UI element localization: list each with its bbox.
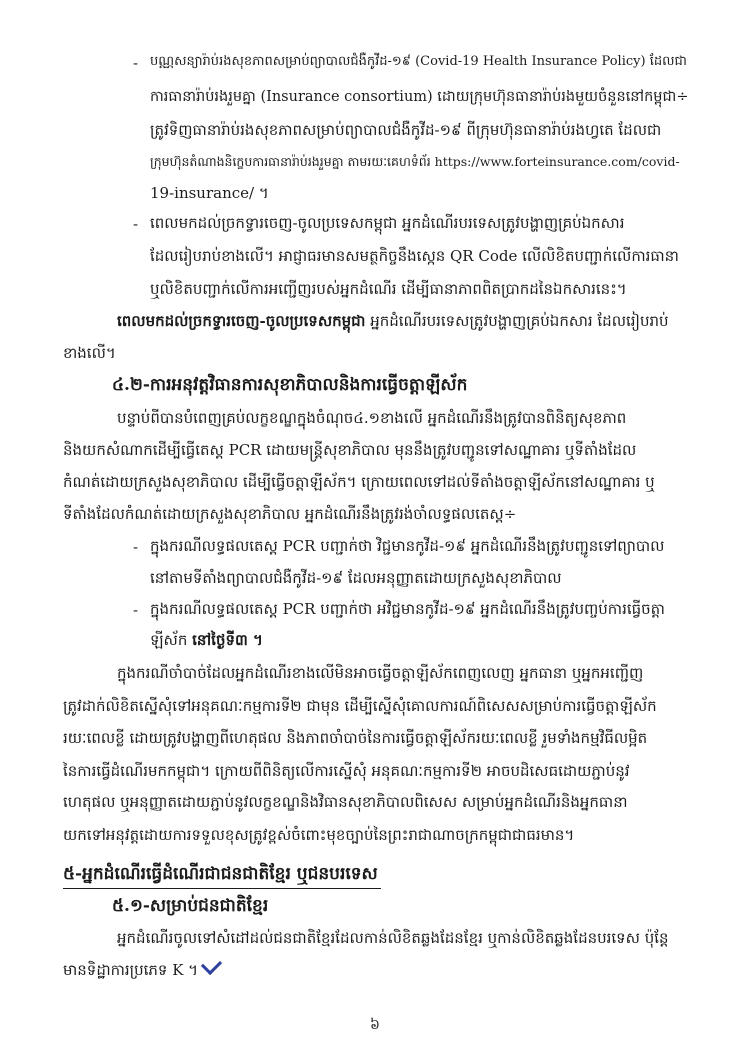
arrival-rest: អ្នកដំណើរបរទេសត្រូវបង្ហាញគ្រប់ឯកសារ ដែលរៀបរាប់ (365, 312, 669, 330)
exception-line-5: ហេតុផល ឬអនុញ្ញាតដោយភ្ជាប់នូវលក្ខខណ្ឌនិងវិធានសុខាភិបាលពិសេស សម្រាប់អ្នកដំណើរនិងអ្នកធានា (63, 793, 628, 811)
bullet-1-line-3: ត្រូវទិញធានារ៉ាប់រងសុខភាពសម្រាប់ព្យាបាលជំងឺកូវីដ-១៩ ពីក្រុមហ៊ុនធានារ៉ាប់រងហ្វតេ ដែលជា (150, 121, 662, 139)
para-5-1-line-2-text: មានទិដ្ឋាការប្រភេទ K ។ (63, 961, 199, 979)
para-4-2-line-2: និងយកសំណាកដើម្បីធ្វើតេស្ត PCR ដោយមន្ត្រីសុខាភិបាល មុននឹងត្រូវបញ្ជូនទៅសណ្ឋាគារ ឬទីតាំងដែល (63, 441, 637, 459)
section-heading-5-1: ៥.១-សម្រាប់ជនជាតិខ្មែរ (112, 896, 269, 916)
section-heading-4-2: ៤.២-ការអនុវត្តវិធានការសុខាភិបាលនិងការធ្វើចត្តាឡីស័ក (112, 375, 468, 395)
exception-line-6: យកទៅអនុវត្តដោយការទទួលខុសត្រូវខ្ពស់ចំពោះមុខច្បាប់នៃព្រះរាជាណាចក្រកម្ពុជាជាធរមាន។ (63, 826, 575, 844)
heading-5-underline (63, 888, 381, 889)
exception-line-4: នៃការធ្វើដំណើរមកកម្ពុជា។ ក្រោយពីពិនិត្យលើការស្នើសុំ អនុគណៈកម្មការទី២ អាចបដិសេធដោយភ្ជាប់នូវ (63, 762, 630, 780)
arrival-bold-phrase: ពេលមកដល់ច្រកទ្វារចេញ-ចូលប្រទេសកម្ពុជា (117, 312, 366, 330)
bullet-1-line-1: បណ្ណសន្យារ៉ាប់រងសុខភាពសម្រាប់ព្យាបាលជំងឺកូវីដ-១៩ (Covid-19 Health Insurance Policy) ដែលជា (150, 54, 687, 69)
exception-line-2: ត្រូវដាក់លិខិតស្នើសុំទៅអនុគណៈកម្មការទី២ ជាមុន ដើម្បីស្នើសុំគោលការណ៍ពិសេសសម្រាប់ការធ្វើចត្តាឡីស័ក (63, 697, 657, 715)
pcr-negative-line-1: ក្នុងករណីលទ្ធផលតេស្ត PCR បញ្ជាក់ថា អវិជ្ជមានកូវីដ-១៩ អ្នកដំណើរនឹងត្រូវបញ្ចប់ការធ្វើចត្តា (150, 600, 665, 618)
bullet-2-line-3: ឬលិខិតបញ្ជាក់លើការអញ្ជើញរបស់អ្នកដំណើរ ដើម្បីធានាភាពពិតប្រាកដនៃឯកសារនេះ។ (150, 280, 627, 298)
bullet-1-line-4: ក្រុមហ៊ុនតំណាងនិក្ខេបការធានារ៉ាប់រងរួមគ្នា តាមរយៈគេហទំព័រ https://www.forteinsurance.com/covid- (150, 154, 680, 169)
exception-line-3: រយៈពេលខ្លី ដោយត្រូវបង្ហាញពីហេតុផល និងភាពចាំបាច់នៃការធ្វើចត្តាឡីស័ករយៈពេលខ្លី រួមទាំងកម្មវិធីលម្អិត (63, 729, 648, 747)
pcr-positive-line-1: ក្នុងករណីលទ្ធផលតេស្ត PCR បញ្ជាក់ថា វិជ្ជមានកូវីដ-១៩ អ្នកដំណើរនឹងត្រូវបញ្ជូនទៅព្យាបាល (150, 537, 665, 555)
bullet-1-line-5: 19-insurance/ ។ (150, 184, 269, 202)
para-5-1-line-1: អ្នកដំណើរចូលទៅសំដៅដល់ជនជាតិខ្មែរដែលកាន់លិខិតឆ្លងដែនខ្មែរ ឬកាន់លិខិតឆ្លងដែនបរទេស ប៉ុន្តែ (117, 929, 669, 947)
para-4-2-line-4: ទីតាំងដែលកំណត់ដោយក្រសួងសុខាភិបាល អ្នកដំណើរនឹងត្រូវរង់ចាំលទ្ធផលតេស្ត÷ (63, 505, 517, 523)
para-5-1-line-2 (63, 961, 198, 979)
bullet-2-line-1: ពេលមកដល់ច្រកទ្វារចេញ-ចូលប្រទេសកម្ពុជា អ្នកដំណើរបរទេសត្រូវបង្ហាញគ្រប់ឯកសារ (150, 214, 625, 232)
pcr-negative-line-2 (150, 631, 263, 649)
arrival-paragraph-line-1 (117, 312, 669, 330)
para-4-2-line-3: កំណត់ដោយក្រសួងសុខាភិបាល ដើម្បីធ្វើចត្តាឡីស័ក។ ក្រោយពេលទៅដល់ទីតាំងចត្តាឡីស័កនៅសណ្ឋាគារ ឬ (63, 473, 655, 491)
pcr-positive-line-2: នៅតាមទីតាំងព្យាបាលជំងឺកូវីដ-១៩ ដែលអនុញ្ញាតដោយក្រសួងសុខាភិបាល (150, 569, 562, 587)
check-mark-icon (201, 954, 222, 975)
bullet-dash: - (133, 54, 139, 72)
bullet-2-line-2: ដែលរៀបរាប់ខាងលើ។ អាជ្ញាធរមានសមត្ថកិច្ចនឹងស្កេន QR Code លើលិខិតបញ្ជាក់លើការធានា (150, 247, 679, 265)
pcr-negative-word: ឡីស័ក (150, 631, 188, 649)
pcr-negative-day: នៅថ្ងៃទី៣ ។ (192, 631, 263, 649)
bullet-dash: - (133, 215, 139, 233)
exception-line-1: ក្នុងករណីចាំបាច់ដែលអ្នកដំណើរខាងលើមិនអាចធ្វើចត្តាឡីស័កពេញលេញ អ្នកធានា ឬអ្នកអញ្ជើញ (117, 664, 644, 682)
bullet-1-line-2: ការធានារ៉ាប់រងរួមគ្នា (Insurance consortium) ដោយក្រុមហ៊ុនធានារ៉ាប់រងមួយចំនួននៅកម្ពុជា÷ (150, 89, 689, 105)
bullet-dash: - (133, 538, 139, 556)
para-4-2-line-1: បន្ទាប់ពីបានបំពេញគ្រប់លក្ខខណ្ឌក្នុងចំណុច៤.១ខាងលើ អ្នកដំណើរនឹងត្រូវបានពិនិត្យសុខភាព (117, 409, 627, 427)
bullet-dash: - (133, 601, 139, 619)
section-heading-5: ៥-អ្នកដំណើរធ្វើដំណើរជាជនជាតិខ្មែរ ឬជនបរទេស (63, 864, 378, 884)
page-number: ៦ (370, 1017, 380, 1033)
arrival-paragraph-line-2: ខាងលើ។ (63, 344, 116, 362)
